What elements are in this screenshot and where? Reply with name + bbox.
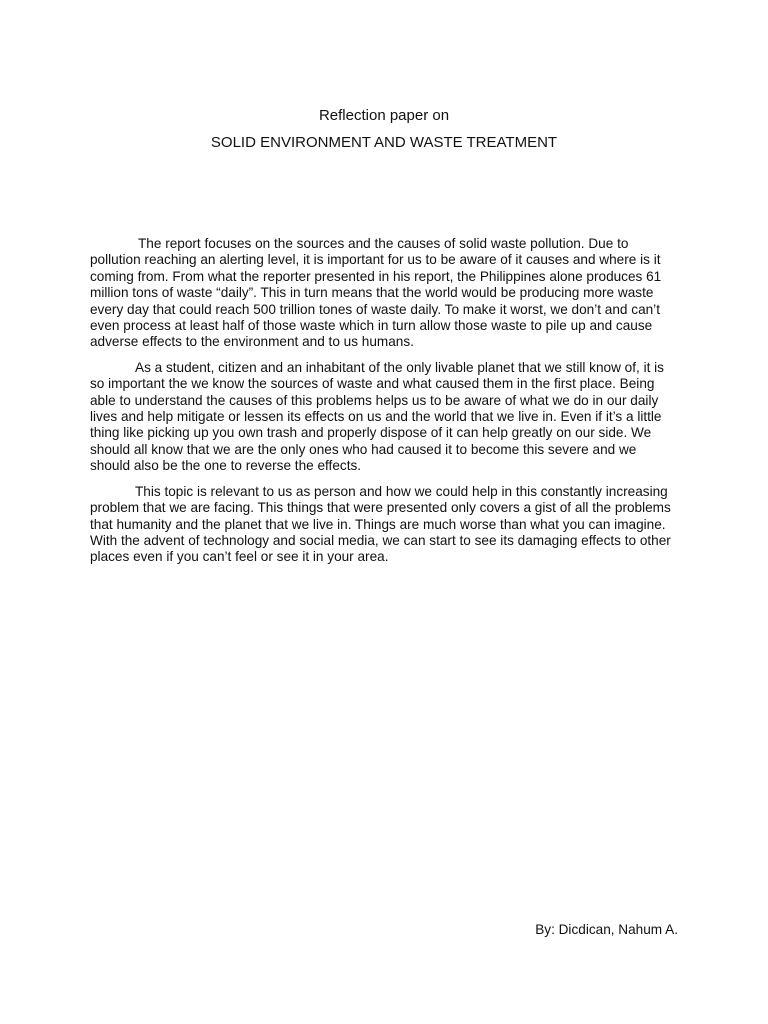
paragraph-1: The report focuses on the sources and the causes of solid waste pollution. Due to pollution reaching an alerting level, it is important for us to be aware of it causes and where is it coming from. From what the reporter presented in his report, the Philippines alone produces 61 million tons of waste “daily”. This in turn means that the world would be producing more waste every day that could reach 500 trillion tones of waste daily. To make it worst, we don’t and can’t even process at least half of those waste which in turn allow those waste to pile up and cause adverse effects to the environment and to us humans. xyxy=(90,236,662,350)
title-line-1: Reflection paper on xyxy=(318,107,450,124)
title-line-2: SOLID ENVIRONMENT AND WASTE TREATMENT xyxy=(210,134,558,151)
paragraph-3: This topic is relevant to us as person and how we could help in this constantly increasing problem that we are facing. This things that were presented only covers a gist of all the problems that humanity and the planet that we live in. Things are much worse than what you can imagine. With the advent of technology and social media, we can start to see its damaging effects to other places even if you can’t feel or see it in your area. xyxy=(90,483,671,565)
body-text xyxy=(90,236,678,575)
paragraph-2: As a student, citizen and an inhabitant of the only livable planet that we still know of, it is so important the we know the sources of waste and what caused them in the first place. Being able to understand the causes of this problems helps us to be aware of what we do in our daily lives and help mitigate or lessen its effects on us and the world that we live in. Even if it’s a little thing like picking up you own trash and properly dispose of it can help greatly on our side. We should all know that we are the only ones who had caused it to become this severe and we should also be the one to reverse the effects. xyxy=(90,359,664,474)
author-signature: By: Dicdican, Nahum A. xyxy=(535,922,678,937)
